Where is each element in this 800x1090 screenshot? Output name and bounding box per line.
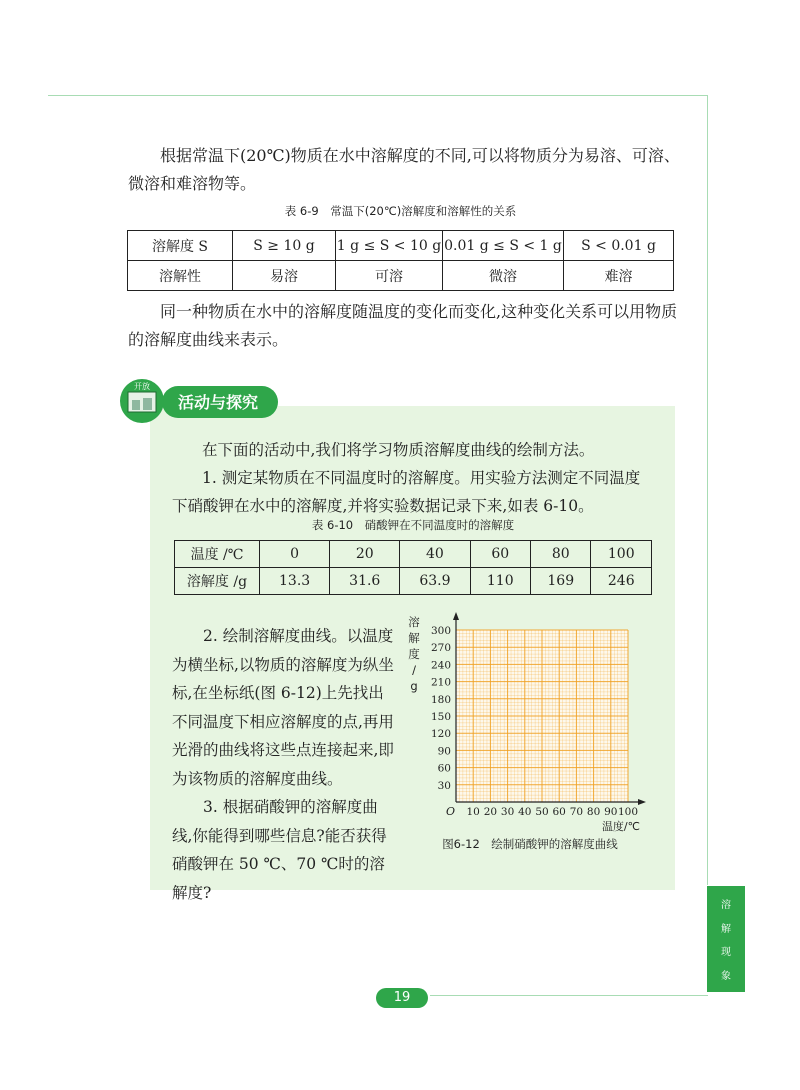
table-cell: 63.9: [400, 568, 470, 595]
badge-small-label: 开放: [134, 382, 150, 391]
step1-line2: 下硝酸钾在水中的溶解度,并将实验数据记录下来,如表 6-10。: [172, 497, 594, 515]
table-cell: 80: [531, 541, 591, 568]
x-tick-label: 20: [483, 806, 498, 818]
solubility-class-table: [127, 230, 674, 291]
table-cell: 110: [470, 568, 530, 595]
table-cell: 60: [470, 541, 530, 568]
chapter-side-tab: [707, 886, 745, 992]
table-cell: 微溶: [443, 261, 564, 291]
x-tick-label: 30: [500, 806, 515, 818]
table-cell: 溶解度 /g: [175, 568, 260, 595]
table-cell: 246: [591, 568, 652, 595]
step2-text: 2. 绘制溶解度曲线。以温度为横坐标,以物质的溶解度为纵坐标,在坐标纸(图 6-12)上先找出不同温度下相应溶解度的点,再用光滑的曲线将这些点连接起来,即为该物质的溶解度曲线。: [172, 627, 394, 788]
table-cell: S < 0.01 g: [564, 231, 674, 261]
x-tick-label: 10: [466, 806, 480, 818]
side-tab-char: 现: [721, 947, 731, 959]
page-frame-top: [48, 95, 708, 96]
chart-origin-label: O: [446, 805, 456, 818]
table-cell: 难溶: [564, 261, 674, 291]
side-tab-char: 溶: [721, 900, 731, 912]
badge-title: 活动与探究: [178, 393, 259, 412]
x-tick-label: 90: [604, 806, 618, 818]
solubility-chart: [400, 612, 660, 852]
table-cell: 可溶: [336, 261, 443, 291]
side-tab-char: 解: [721, 923, 731, 935]
x-tick-label: 80: [586, 806, 601, 818]
x-tick-label: 100: [617, 806, 639, 818]
table-cell: 0.01 g ≤ S < 1 g: [443, 231, 564, 261]
page-frame-right: [707, 95, 708, 885]
table-row: [175, 568, 652, 595]
table-row: [128, 261, 674, 291]
y-tick-label: 120: [430, 728, 451, 741]
table-cell: 100: [591, 541, 652, 568]
chart-x-axis-label: 温度/℃: [601, 820, 640, 833]
y-tick-label: 90: [437, 745, 451, 758]
step1-line1: 1. 测定某物质在不同温度时的溶解度。用实验方法测定不同温度: [202, 469, 641, 487]
table-cell: 40: [400, 541, 470, 568]
table-cell: 31.6: [330, 568, 400, 595]
intro-paragraph: 根据常温下(20℃)物质在水中溶解度的不同,可以将物质分为易溶、可溶、微溶和难溶物等。: [128, 146, 680, 193]
table-cell: 溶解度 S: [128, 231, 233, 261]
chart-svg: [400, 612, 660, 852]
page-frame-bottom: [430, 995, 708, 996]
x-axis-arrow-icon: [638, 799, 646, 805]
y-tick-label: 150: [430, 711, 451, 723]
table2-caption: 表 6-10 硝酸钾在不同温度时的溶解度: [311, 518, 515, 532]
table-row: [175, 541, 652, 568]
x-tick-label: 60: [552, 806, 566, 818]
y-tick-label: 210: [430, 676, 451, 689]
y-tick-label: 30: [437, 779, 451, 792]
table1-caption: 表 6-9 常温下(20℃)溶解度和溶解性的关系: [284, 204, 517, 218]
side-tab-char: 象: [721, 970, 731, 982]
chart-y-axis-label: 溶解度/ g: [408, 615, 420, 693]
table-cell: 温度 /℃: [175, 541, 260, 568]
x-tick-label: 40: [518, 806, 532, 818]
table-cell: S ≥ 10 g: [233, 231, 336, 261]
step3-text: 3. 根据硝酸钾的溶解度曲线,你能得到哪些信息?能否获得硝酸钾在 50 ℃、70 ℃时的溶解度?: [172, 798, 387, 902]
x-tick-label: 70: [569, 806, 584, 818]
chart-caption: 图6-12 绘制硝酸钾的溶解度曲线: [442, 837, 618, 851]
table-cell: 20: [330, 541, 400, 568]
table-cell: 13.3: [260, 568, 330, 595]
table-cell: 溶解性: [128, 261, 233, 291]
table-cell: 169: [531, 568, 591, 595]
y-tick-label: 270: [430, 642, 451, 655]
y-tick-label: 300: [430, 625, 451, 637]
page-number: 19: [376, 988, 428, 1008]
table-row: [128, 231, 674, 261]
activity-badge: [118, 378, 280, 424]
activity-intro: 在下面的活动中,我们将学习物质溶解度曲线的绘制方法。: [202, 441, 595, 459]
y-tick-label: 60: [437, 762, 451, 775]
y-tick-label: 240: [430, 659, 451, 672]
y-tick-label: 180: [430, 693, 451, 706]
x-tick-label: 50: [535, 806, 549, 818]
table-cell: 1 g ≤ S < 10 g: [336, 231, 443, 261]
table-cell: 易溶: [233, 261, 336, 291]
step-instructions: [172, 622, 398, 907]
table-cell: 0: [260, 541, 330, 568]
kno3-solubility-table: [174, 540, 652, 595]
y-axis-arrow-icon: [453, 612, 459, 620]
curve-paragraph: 同一种物质在水中的溶解度随温度的变化而变化,这种变化关系可以用物质的溶解度曲线来表示。: [128, 302, 678, 349]
